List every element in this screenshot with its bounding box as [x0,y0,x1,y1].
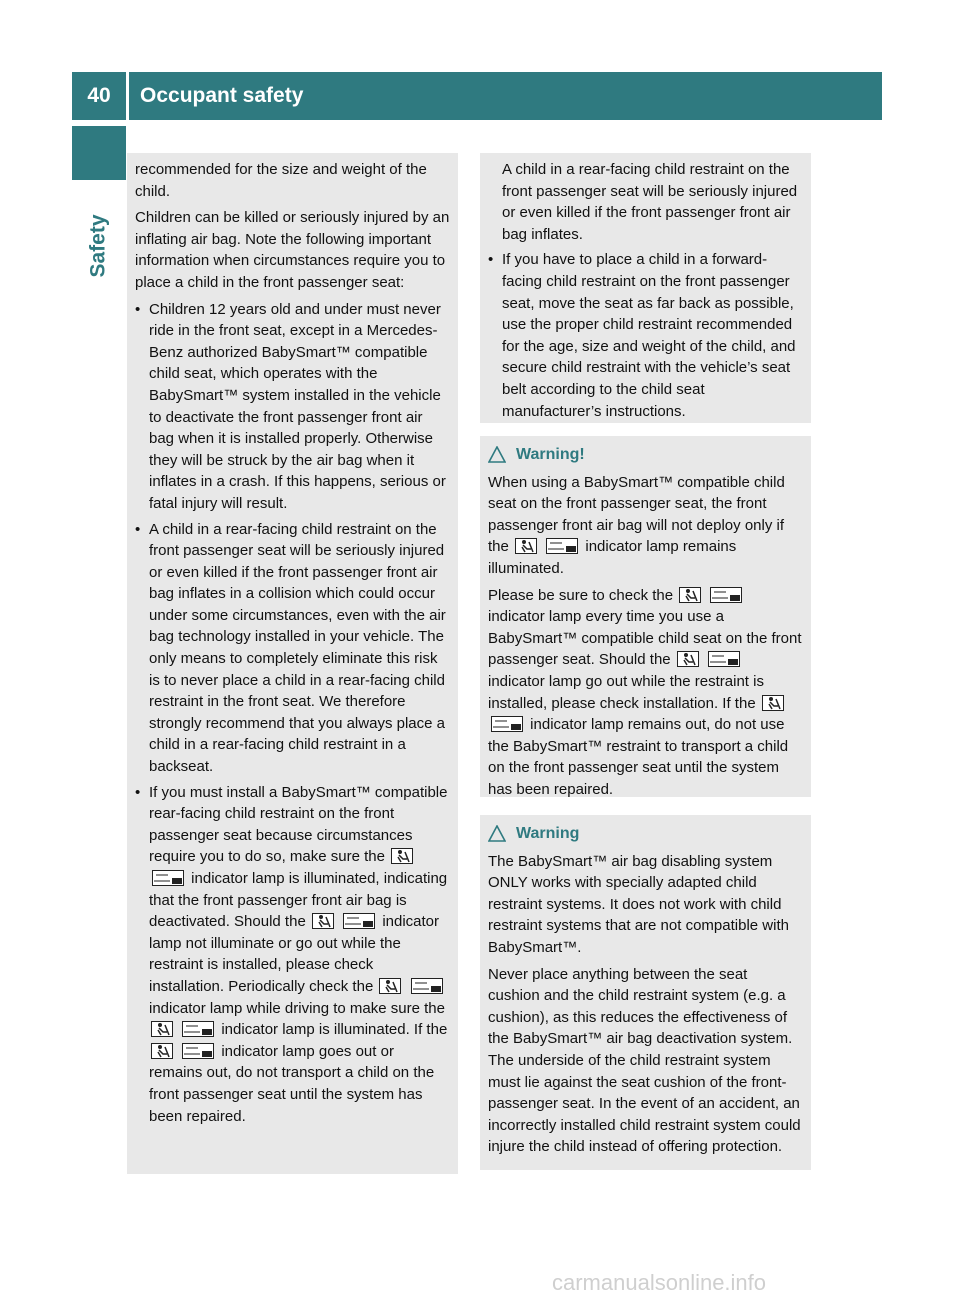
pass-airbag-off-icon [343,913,375,929]
warning-heading [488,823,803,845]
pass-airbag-off-icon [411,978,443,994]
pass-airbag-off-icon [710,587,742,603]
warning-heading [488,444,803,466]
list-item [135,299,450,515]
bullet-icon: • [135,783,141,801]
pass-airbag-off-icon [491,716,523,732]
text-run: indicator lamp while driving to make sure the [149,999,445,1017]
pass-airbag-off-icon [152,870,184,886]
pass-airbag-off-icon [546,538,578,554]
passenger-seat-icon [391,848,413,864]
text-run: indicator lamp not illuminate or go out while the restraint is installed, please check installation. Periodically check the [149,913,440,995]
text-run: indicator lamp remains illuminated. [488,538,737,577]
text-run: indicator lamp is illuminated, indicating that the front passenger front air bag is deactivated. Should the [149,870,448,931]
passenger-seat-icon [151,1021,173,1037]
text-run: When using a BabySmart™ compatible child seat on the front passenger seat, the front passenger front air bag will not deploy only if the [488,473,785,556]
warning-box [480,815,811,1170]
page-title: Occupant safety [140,84,304,107]
left-column [127,153,458,1174]
passenger-seat-icon [515,538,537,554]
paragraph: The BabySmart™ air bag disabling system ONLY works with specially adapted child restraint systems. It does not work with child restraint systems that are not compatible with BabySmart™. [488,852,789,956]
passenger-seat-icon [312,913,334,929]
warning-title: Warning [516,825,580,842]
text-run: Please be sure to check the [488,586,674,604]
bullet-icon: • [488,251,494,269]
page-number: 40 [87,84,111,107]
passenger-seat-icon [679,587,701,603]
paragraph: recommended for the size and weight of the child. [135,161,427,200]
paragraph [488,472,803,580]
passenger-seat-icon [379,978,401,994]
pass-airbag-off-icon [182,1021,214,1037]
right-continuation-box [480,153,811,423]
section-label [72,186,126,306]
text-run: If you must install a BabySmart™ compatible rear-facing child restraint on the front passenger seat because circumstances require you to do so, make sure the [149,783,448,866]
list-item-text: A child in a rear-facing child restraint on the front passenger seat will be seriously injured or even killed if the front passenger front air bag inflates in a collision which could occur under some circumstances, even with the air bag technology installed in your vehicle. The only means to completely eliminate this risk is to never place a child in a rear-facing child restraint in the front seat. We therefore strongly recommend that you always place a child in a rear-facing child restraint in a backseat. [149,520,446,776]
text-run: indicator lamp every time you use a BabySmart™ compatible child seat on the front passenger seat. Should the [488,608,802,669]
warning-title: Warning! [516,446,585,463]
section-label-text: Safety [87,214,110,278]
text-run: indicator lamp is illuminated. If the [221,1021,448,1039]
paragraph [488,585,803,801]
warning-triangle-icon [488,446,506,463]
watermark: carmanualsonline.info [552,1270,767,1295]
bullet-icon: • [135,520,141,538]
bullet-icon: • [135,300,141,318]
paragraph: Children can be killed or seriously injured by an inflating air bag. Note the following important information when circumstances require you to place a child in the front passenger seat: [135,209,450,291]
passenger-seat-icon [151,1043,173,1059]
warning-triangle-icon [488,825,506,842]
section-marker [72,126,126,180]
list-item [135,519,450,778]
pass-airbag-off-icon [708,651,740,667]
list-item [135,782,450,1128]
list-item-text [149,782,450,1128]
header-divider [126,72,129,120]
paragraph: Never place anything between the seat cushion and the child restraint system (e.g. a cushion), as this reduces the effectiveness of the BabySmart™ air bag deactivation system. The underside of the child restraint system must lie against the seat cushion of the front-passenger seat. In the event of an accident, an incorrectly installed child restraint system could injure the child instead of offering protection. [488,965,801,1156]
warning-box [480,436,811,797]
passenger-seat-icon [762,695,784,711]
passenger-seat-icon [677,651,699,667]
list-item-text: Children 12 years old and under must never ride in the front seat, except in a Mercedes-Benz authorized BabySmart™ compatible child seat, which operates with the BabySmart™ system installed in the vehicle to deactivate the front passenger front air bag when it is installed properly. Otherwise they will be struck by the air bag when it inflates in a crash. If this happens, serious or fatal injury will result. [149,300,446,512]
paragraph: A child in a rear-facing child restraint on the front passenger seat will be seriously injured or even killed if the front passenger front air bag inflates. [502,161,798,243]
text-run: indicator lamp remains out, do not use the BabySmart™ restraint to transport a child on the front passenger seat until the system has been repaired. [488,716,789,798]
list-item [488,249,803,422]
text-run: indicator lamp goes out or remains out, do not transport a child on the front passenger seat until the system has been repaired. [149,1042,435,1125]
pass-airbag-off-icon [182,1043,214,1059]
text-run: indicator lamp go out while the restraint is installed, please check installation. If the [488,672,764,712]
list-item-text: If you have to place a child in a forward-facing child restraint on the front passenger seat, move the seat as far back as possible, use the proper child restraint recommended for the age, size and weight of the child, and secure child restraint with the vehicle’s seat belt according to the child seat manufacturer’s instructions. [502,251,796,420]
